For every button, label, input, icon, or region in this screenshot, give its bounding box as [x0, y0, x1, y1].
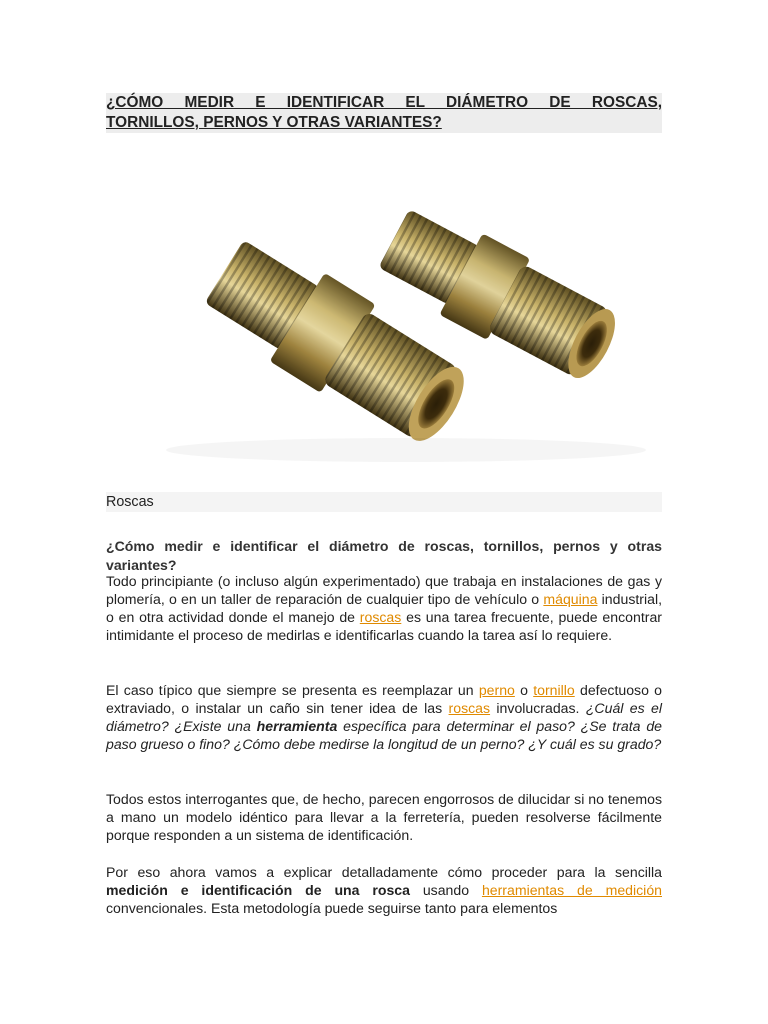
p2-text-1: El caso típico que siempre se presenta es reemplazar un: [106, 682, 479, 698]
caption-background: [106, 492, 662, 512]
p1-text-3: es una tarea frecuente, puede encontrar intimidante el proceso de medirlas e identificarlas cuando la tarea así lo requiere.: [106, 609, 662, 644]
p4-text-3: convencionales. Esta metodología puede seguirse tanto para elementos: [106, 900, 558, 917]
link-roscas[interactable]: roscas: [359, 609, 402, 626]
p2-bold-herramienta: herramienta: [256, 718, 338, 735]
p2-text-4: involucradas.: [490, 700, 586, 717]
page-title: [106, 93, 662, 133]
p3-text-1: Todos estos interrogantes que, de hecho, parecen engorrosos de dilucidar si no tenemos a mano un modelo idéntico para llevar a la ferretería, pueden resolverse fácilmente porque responden a un sistema de identificación.: [106, 791, 662, 844]
paragraph-4: [106, 863, 662, 917]
p4-text-2: usando: [409, 882, 482, 899]
title-line-1: ¿CÓMO MEDIR E IDENTIFICAR EL DIÁMETRO DE ROSCAS,: [106, 94, 662, 111]
p1-text-2: industrial, o en otra actividad donde el manejo de: [106, 591, 662, 626]
p2-text-2: o: [514, 682, 534, 698]
title-line-2: TORNILLOS, PERNOS Y OTRAS VARIANTES?: [106, 114, 442, 131]
fittings-photo: [106, 150, 662, 490]
link-herramientas-medicion[interactable]: herramientas de medición: [481, 882, 662, 899]
link-roscas-2[interactable]: roscas: [448, 700, 491, 717]
p4-bold-medicion: medición e identificación de una rosca: [106, 882, 410, 899]
p2-italic-1: ¿Cuál es el diámetro? ¿Existe una: [106, 700, 662, 735]
link-maquina[interactable]: máquina: [543, 591, 598, 608]
paragraph-2: [106, 681, 662, 753]
p2-italic-2: específica para determinar el paso? ¿Se trata de paso grueso o fino? ¿Cómo debe medirse la longitud de un perno? ¿Y cuál es su grado?: [106, 718, 662, 753]
brass-fittings-illustration: [106, 150, 662, 490]
p1-text-1: Todo principiante (o incluso algún experimentado) que trabaja en instalaciones de gas y plomería, o en un taller de reparación de cualquier tipo de vehículo o: [106, 573, 662, 608]
link-tornillo[interactable]: tornillo: [533, 682, 575, 698]
p4-text-1: Por eso ahora vamos a explicar detalladamente cómo proceder para la sencilla: [106, 864, 662, 880]
section-heading: ¿Cómo medir e identificar el diámetro de roscas, tornillos, pernos y otras variantes?: [106, 537, 662, 573]
p2-text-3: defectuoso o extraviado, o instalar un caño sin tener idea de las: [106, 682, 663, 717]
paragraph-1: [106, 572, 662, 644]
paragraph-3: [106, 790, 662, 844]
image-caption: Roscas: [106, 494, 154, 510]
link-perno[interactable]: perno: [478, 682, 515, 698]
